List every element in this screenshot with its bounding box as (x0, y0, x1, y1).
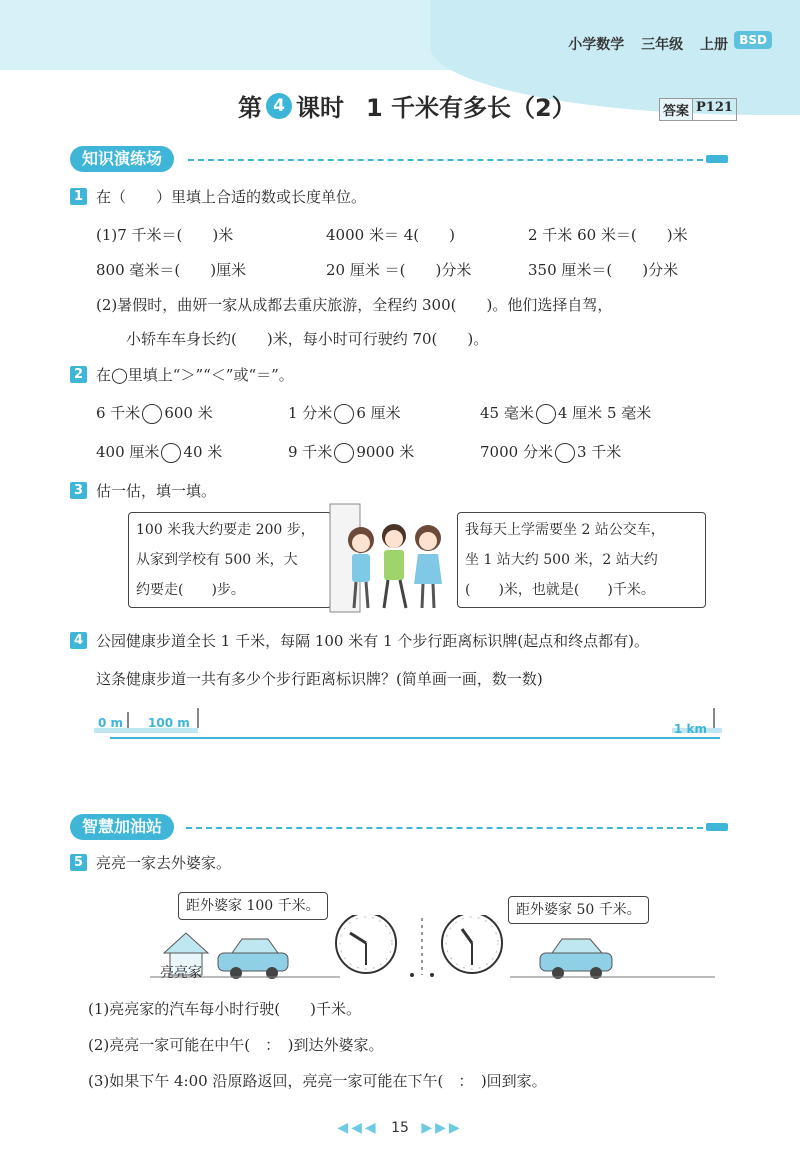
compare-item: 400 厘米 40 米 (96, 443, 223, 461)
marker-label-100: 100 m (148, 716, 190, 730)
speech-bubble-right: 我每天上学需要坐 2 站公交车， 坐 1 站大约 500 米，2 站大约 ( )米，也就是( )千米。 (457, 512, 706, 608)
q5-prompt: 亮亮一家去外婆家。 (96, 854, 232, 872)
q1-item: 4000 米＝ 4( ) (326, 226, 455, 244)
page-title (238, 88, 576, 123)
compare-circle[interactable] (161, 443, 181, 463)
question-number: 2 (70, 366, 87, 383)
compare-item: 45 毫米 4 厘米 5 毫米 (480, 404, 652, 422)
page-number: 15 (391, 1120, 409, 1136)
answer-label: 答案 (660, 99, 692, 120)
q1-item: 800 毫米＝( )厘米 (96, 261, 247, 279)
compare-item: 6 千米 600 米 (96, 404, 213, 422)
volume-label: 上册 (700, 37, 728, 53)
header-tags (556, 34, 728, 54)
q5-sub3: (3)如果下午 4:00 沿原路返回，亮亮一家可能在下午( ： )回到家。 (88, 1072, 547, 1090)
q1-item: 20 厘米 ＝( )分米 (326, 261, 472, 279)
arrows-right-icon: ▶▶▶ (421, 1120, 463, 1136)
title-suffix: 课时 (296, 94, 344, 122)
q1-item: 350 厘米＝( )分米 (528, 261, 679, 279)
speech-bubble-left: 100 米我大约要走 200 步， 从家到学校有 500 米，大 约要走( )步。 (128, 512, 332, 608)
q2-prompt: 在◯里填上“＞”“＜”或“＝”。 (96, 366, 294, 384)
q1-sub2-line1: (2)暑假时，曲妍一家从成都去重庆旅游，全程约 300( )。他们选择自驾， (96, 296, 613, 314)
question-number: 4 (70, 632, 87, 649)
question-number: 1 (70, 188, 87, 205)
edition-badge: BSD (734, 31, 772, 49)
grade-label: 三年级 (641, 37, 684, 53)
compare-item: 7000 分米 3 千米 (480, 443, 622, 461)
compare-circle[interactable] (142, 404, 162, 424)
speech-bubble-distance-2: 距外婆家 50 千米。 (508, 896, 649, 924)
speech-bubble-distance-1: 距外婆家 100 千米。 (178, 892, 328, 920)
pencil-icon (706, 155, 728, 163)
pencil-icon (706, 823, 728, 831)
answer-page: P121 (692, 99, 736, 120)
title-text: 1 千米有多长（2） (366, 94, 576, 122)
answer-reference[interactable] (659, 98, 737, 121)
page-footer (0, 1120, 800, 1136)
arrows-left-icon: ◀◀◀ (337, 1120, 379, 1136)
q3-prompt: 估一估，填一填。 (96, 482, 217, 500)
question-number: 5 (70, 854, 87, 871)
q1-sub2-line2: 小轿车车身长约( )米，每小时可行驶约 70( )。 (126, 330, 489, 348)
marker-label-end: 1 km (674, 722, 708, 736)
children-illustration (326, 500, 456, 618)
section-divider (188, 159, 703, 161)
travel-scene (150, 915, 720, 980)
title-prefix: 第 (238, 94, 262, 122)
compare-circle[interactable] (555, 443, 575, 463)
house-label: 亮亮家 (160, 965, 202, 981)
lesson-number-badge: 4 (266, 93, 292, 119)
subject-label: 小学数学 (568, 37, 625, 53)
q5-sub1: (1)亮亮家的汽车每小时行驶( )千米。 (88, 1000, 361, 1018)
section-banner-practice: 知识演练场 (70, 146, 174, 172)
q1-item: 2 千米 60 米＝( )米 (528, 226, 688, 244)
marker-label-start: 0 m (98, 716, 124, 730)
compare-circle[interactable] (334, 404, 354, 424)
q5-sub2: (2)亮亮一家可能在中午( ： )到达外婆家。 (88, 1036, 384, 1054)
compare-circle[interactable] (536, 404, 556, 424)
q1-item: (1)7 千米＝( )米 (96, 226, 234, 244)
section-divider (186, 827, 703, 829)
q1-prompt: 在（ ）里填上合适的数或长度单位。 (96, 188, 367, 206)
question-number: 3 (70, 482, 87, 499)
compare-circle[interactable] (334, 443, 354, 463)
q4-line2: 这条健康步道一共有多少个步行距离标识牌？(简单画一画，数一数) (96, 670, 543, 688)
q4-line1: 公园健康步道全长 1 千米，每隔 100 米有 1 个步行距离标识牌(起点和终点都有)。 (96, 632, 650, 650)
compare-item: 1 分米 6 厘米 (288, 404, 401, 422)
compare-item: 9 千米 9000 米 (288, 443, 415, 461)
section-banner-challenge: 智慧加油站 (70, 814, 174, 840)
